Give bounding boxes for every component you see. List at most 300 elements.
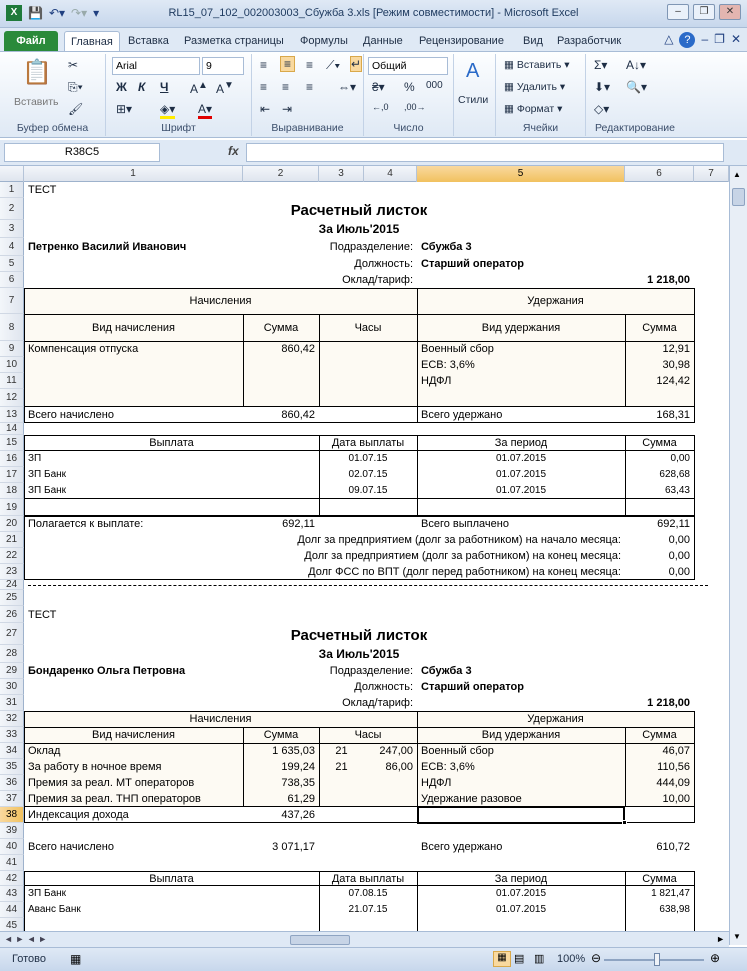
row-header-27[interactable]: 27 xyxy=(0,623,24,645)
slip2-deduction-name: Военный сбор xyxy=(421,745,494,757)
format-cells-icon: ▦ xyxy=(504,103,514,115)
slip2-payment-name: Аванс Банк xyxy=(28,904,81,915)
row-header-36[interactable]: 36 xyxy=(0,775,24,791)
font-group-label: Шрифт xyxy=(161,122,196,134)
row-header-35[interactable]: 35 xyxy=(0,759,24,775)
slip2-pay-header: Выплата xyxy=(149,872,194,885)
slip1-debt-start: 0,00 xyxy=(668,534,690,546)
slip1-pay-date-header: Дата выплаты xyxy=(331,437,405,449)
styles-button[interactable]: Стили xyxy=(458,94,489,106)
slip1-period: За Июль'2015 xyxy=(318,222,400,236)
row-header-3[interactable]: 3 xyxy=(0,220,24,238)
slip2-payment-sum: 1 821,47 xyxy=(651,888,690,899)
italic-button[interactable]: К xyxy=(138,80,146,94)
slip1-deduction-sum: 30,98 xyxy=(662,359,690,371)
tab-developer[interactable]: Разработчик xyxy=(557,35,622,47)
scroll-up-icon[interactable]: ▲ xyxy=(733,170,741,179)
row-header-22[interactable]: 22 xyxy=(0,548,24,564)
slip1-col-ded-sum: Сумма xyxy=(642,321,677,334)
styles-group xyxy=(454,54,496,136)
border-line xyxy=(319,314,320,407)
slip1-payment-date: 01.07.15 xyxy=(348,453,388,464)
row-header-31[interactable]: 31 xyxy=(0,695,24,711)
border-line xyxy=(625,727,626,807)
border-line xyxy=(625,435,626,516)
slip2-payment-date: 21.07.15 xyxy=(348,904,388,915)
border-line xyxy=(24,498,694,499)
slip1-payment-date: 02.07.15 xyxy=(348,469,388,480)
tab-view[interactable]: Вид xyxy=(523,35,543,47)
slip1-paid-label: Всего выплачено xyxy=(421,518,509,530)
page-layout-view-icon[interactable]: ▤ xyxy=(514,953,525,965)
paste-icon[interactable]: 📋 xyxy=(22,59,52,86)
align-bottom-icon[interactable]: ≡ xyxy=(306,58,314,72)
autosum-icon[interactable]: Σ▾ xyxy=(594,58,608,72)
border-line xyxy=(24,435,25,516)
column-headers xyxy=(0,166,729,182)
find-icon[interactable]: 🔍▾ xyxy=(626,80,647,94)
fill-handle[interactable] xyxy=(622,820,627,825)
slip1-dept: Сбужба 3 xyxy=(421,241,472,253)
workbook-restore-icon[interactable]: ❐ xyxy=(714,32,725,46)
macro-record-icon[interactable]: ▦ xyxy=(70,952,82,966)
normal-view-icon[interactable]: ▦ xyxy=(493,951,511,967)
border-line xyxy=(694,871,695,934)
format-cells-label: Формат xyxy=(516,103,555,115)
row-header-25[interactable]: 25 xyxy=(0,590,24,606)
slip1-due-label: Полагается к выплате: xyxy=(28,518,144,530)
delete-cells-button[interactable]: ▦ Удалить ▾ xyxy=(504,81,566,93)
slip2-accrual-sum: 738,35 xyxy=(281,777,315,789)
slip2-col-hours: Часы xyxy=(354,729,382,741)
slip2-deduction-name: ЕСВ: 3,6% xyxy=(421,761,475,773)
border-line xyxy=(24,450,694,451)
slip1-payment-name: ЗП Банк xyxy=(28,469,67,480)
slip2-col-ded-type: Вид удержания xyxy=(481,729,561,741)
borders-icon[interactable]: ⊞▾ xyxy=(116,102,133,116)
slip1-payment-period: 01.07.2015 xyxy=(495,469,547,480)
row-header-14[interactable]: 14 xyxy=(0,423,24,435)
slip2-accrual-hours: 247,00 xyxy=(379,745,413,757)
slip1-pay-period-header: За период xyxy=(494,437,548,449)
scroll-right-icon[interactable]: ► xyxy=(716,934,725,944)
slip1-pay-sum-header: Сумма xyxy=(642,437,677,449)
slip2-dept-label: Подразделение: xyxy=(329,665,413,677)
increase-decimal-icon[interactable]: ←,0 xyxy=(372,102,389,112)
tab-page-layout[interactable]: Разметка страницы xyxy=(184,35,284,47)
save-icon[interactable]: 💾 xyxy=(28,6,43,20)
vertical-scroll-thumb[interactable] xyxy=(732,188,745,206)
workbook-minimize-icon[interactable]: – xyxy=(701,32,709,46)
tab-review[interactable]: Рецензирование xyxy=(419,35,504,47)
border-line xyxy=(24,314,694,315)
copy-icon[interactable]: ⎘▾ xyxy=(68,80,83,94)
border-line xyxy=(243,314,244,407)
slip1-col-ded-type: Вид удержания xyxy=(481,321,561,334)
font-name-combo[interactable]: Arial xyxy=(112,57,200,75)
row-header-1[interactable]: 1 xyxy=(0,182,24,198)
slip2-company: ТЕСТ xyxy=(28,608,57,621)
slip2-payment-period: 01.07.2015 xyxy=(495,888,547,899)
slip1-dept-label: Подразделение: xyxy=(329,241,413,253)
slip2-total-accrued: 3 071,17 xyxy=(272,841,315,853)
slip2-accrual-days: 21 xyxy=(335,761,348,773)
slip1-payment-sum: 0,00 xyxy=(670,453,690,464)
orientation-icon[interactable]: ⟋▾ xyxy=(326,58,341,72)
slip2-accrual-name: Оклад xyxy=(28,745,61,757)
zoom-slider-knob[interactable] xyxy=(654,953,660,966)
slip2-accrual-sum: 199,24 xyxy=(281,761,315,773)
border-line xyxy=(694,435,695,516)
slip1-deduction-name: ЕСВ: 3,6% xyxy=(421,359,475,371)
slip1-pay-header: Выплата xyxy=(149,437,194,449)
zoom-level[interactable]: 100% xyxy=(557,953,586,965)
slip2-deduction-name: Удержание разовое xyxy=(421,793,522,805)
border-line xyxy=(319,727,320,807)
clear-icon[interactable]: ◇▾ xyxy=(594,102,610,116)
bold-button[interactable]: Ж xyxy=(116,80,127,94)
slip1-total-deducted-label: Всего удержано xyxy=(421,409,503,421)
slip1-accruals-header: Начисления xyxy=(189,295,252,307)
slip2-col-sum: Сумма xyxy=(263,729,299,741)
cells-group-label: Ячейки xyxy=(522,122,559,134)
slip2-col-type: Вид начисления xyxy=(92,729,175,741)
alignment-group xyxy=(252,54,364,136)
slip2-total-deducted: 610,72 xyxy=(656,841,690,853)
slip2-accrual-name: Премия за реал. ТНП операторов xyxy=(28,793,201,805)
slip1-payment-period: 01.07.2015 xyxy=(495,453,547,464)
tab-formulas[interactable]: Формулы xyxy=(300,35,348,47)
insert-function-icon[interactable]: fx xyxy=(228,144,239,158)
row-header-4[interactable]: 4 xyxy=(0,238,24,256)
vertical-scrollbar[interactable] xyxy=(729,166,747,945)
border-line xyxy=(417,871,418,934)
slip1-payment-name: ЗП Банк xyxy=(28,485,67,496)
slip1-debt-fss-label: Долг ФСС по ВПТ (долг перед работником) на конец месяца: xyxy=(308,566,621,578)
border-line xyxy=(417,435,418,516)
slip2-employee: Бондаренко Ольга Петровна xyxy=(28,665,186,677)
row-header-26[interactable]: 26 xyxy=(0,606,24,623)
fill-icon[interactable]: ⬇▾ xyxy=(594,80,611,94)
delete-cells-label: Удалить xyxy=(516,81,557,93)
decrease-decimal-icon[interactable]: ,00→ xyxy=(404,102,426,112)
worksheet-grid[interactable] xyxy=(0,166,729,945)
row-header-18[interactable]: 18 xyxy=(0,483,24,499)
minimize-icon[interactable]: – xyxy=(667,4,689,20)
slip2-deduction-sum: 110,56 xyxy=(657,761,690,773)
sheet-nav-icon[interactable]: ◄ ► ◄ ► xyxy=(4,934,48,944)
row-header-38[interactable]: 38 xyxy=(0,807,24,823)
row-header-9[interactable]: 9 xyxy=(0,341,24,357)
slip2-deduction-sum: 10,00 xyxy=(662,793,690,805)
slip2-accrual-name: Премия за реал. МТ операторов xyxy=(28,777,195,789)
styles-icon[interactable]: A xyxy=(466,60,480,82)
editing-group xyxy=(586,54,684,136)
border-line xyxy=(24,711,25,823)
cut-icon[interactable]: ✂ xyxy=(68,58,79,72)
slip1-title: Расчетный листок xyxy=(290,202,428,219)
row-header-45[interactable]: 45 xyxy=(0,918,24,934)
slip1-due: 692,11 xyxy=(282,518,315,530)
row-header-15[interactable]: 15 xyxy=(0,435,24,451)
slip2-accrual-sum: 61,29 xyxy=(287,793,315,805)
slip1-salary-label: Оклад/тариф: xyxy=(342,274,413,286)
help-icon[interactable]: ? xyxy=(679,32,695,48)
window-title: RL15_07_102_002003003_Сбужба 3.xls [Режим совместимости] - Microsoft Excel xyxy=(168,7,579,19)
slip1-debt-end-label: Долг за предприятием (долг за работником) на конец месяца: xyxy=(304,550,621,562)
percent-icon[interactable]: % xyxy=(404,80,415,94)
ribbon-tabs xyxy=(0,28,747,52)
slip1-col-type: Вид начисления xyxy=(92,321,175,334)
clipboard-group-label: Буфер обмена xyxy=(16,122,89,134)
row-header-20[interactable]: 20 xyxy=(0,516,24,532)
slip2-accruals-header: Начисления xyxy=(189,713,252,725)
status-bar xyxy=(0,947,747,971)
slip1-payment-sum: 63,43 xyxy=(664,485,690,496)
slip1-total-accrued-label: Всего начислено xyxy=(28,409,114,421)
align-top-icon[interactable]: ≡ xyxy=(260,58,268,72)
border-line xyxy=(625,314,626,407)
slip1-col-sum: Сумма xyxy=(263,321,299,334)
column-header-3[interactable]: 3 xyxy=(319,166,364,182)
row-header-28[interactable]: 28 xyxy=(0,645,24,663)
font-group xyxy=(106,54,252,136)
slip2-col-ded-sum: Сумма xyxy=(642,729,677,741)
fill-color-icon[interactable]: ◈▾ xyxy=(160,102,175,119)
redo-icon[interactable]: ↷▾ xyxy=(71,6,88,20)
font-size-combo[interactable]: 9 xyxy=(202,57,244,75)
align-middle-icon[interactable]: ≡ xyxy=(280,56,295,72)
slip2-pay-date-header: Дата выплаты xyxy=(331,872,405,885)
row-header-30[interactable]: 30 xyxy=(0,679,24,695)
undo-icon[interactable]: ↶▾ xyxy=(48,6,66,20)
row-header-33[interactable]: 33 xyxy=(0,727,24,743)
slip2-title: Расчетный листок xyxy=(290,627,428,644)
column-header-7[interactable]: 7 xyxy=(694,166,729,182)
border-line xyxy=(24,288,25,423)
slip1-position-label: Должность: xyxy=(354,258,413,270)
row-header-13[interactable]: 13 xyxy=(0,407,24,423)
page-break-separator xyxy=(28,585,708,586)
border-line xyxy=(24,871,25,934)
title-bar xyxy=(0,0,747,28)
row-header-42[interactable]: 42 xyxy=(0,871,24,886)
font-shrink-icon[interactable]: A▼ xyxy=(216,80,234,96)
cells-group xyxy=(496,54,586,136)
slip2-total-deducted-label: Всего удержано xyxy=(421,841,503,853)
tab-file[interactable]: Файл xyxy=(4,31,58,51)
horizontal-scroll-thumb[interactable] xyxy=(290,935,350,945)
slip2-pay-sum-header: Сумма xyxy=(642,872,677,885)
row-header-21[interactable]: 21 xyxy=(0,532,24,548)
slip2-deduction-sum: 46,07 xyxy=(662,745,690,757)
row-header-29[interactable]: 29 xyxy=(0,663,24,679)
restore-icon[interactable]: ❐ xyxy=(693,4,715,20)
slip1-accrual-name: Компенсация отпуска xyxy=(28,343,139,355)
row-header-19[interactable]: 19 xyxy=(0,499,24,516)
slip2-accrual-hours: 86,00 xyxy=(385,761,413,773)
slip1-total-accrued: 860,42 xyxy=(281,409,315,421)
slip2-salary: 1 218,00 xyxy=(647,697,690,709)
row-header-24[interactable]: 24 xyxy=(0,580,24,590)
row-header-12[interactable]: 12 xyxy=(0,389,24,407)
slip2-accrual-sum: 437,26 xyxy=(281,809,315,821)
border-line xyxy=(319,435,320,516)
column-header-4[interactable]: 4 xyxy=(364,166,417,182)
sort-filter-icon[interactable]: A↓▾ xyxy=(626,58,647,72)
align-center-icon[interactable]: ≡ xyxy=(282,80,290,94)
workbook-close-icon[interactable]: ✕ xyxy=(730,32,741,46)
number-format-combo[interactable]: Общий xyxy=(368,57,448,75)
zoom-out-icon[interactable]: ⊖ xyxy=(591,951,602,965)
insert-cells-button[interactable]: ▦ Вставить ▾ xyxy=(504,59,570,71)
alignment-group-label: Выравнивание xyxy=(271,122,344,134)
row-header-44[interactable]: 44 xyxy=(0,902,24,918)
row-header-11[interactable]: 11 xyxy=(0,373,24,389)
row-header-43[interactable]: 43 xyxy=(0,886,24,902)
page-break-view-icon[interactable]: ▥ xyxy=(534,953,545,965)
row-header-41[interactable]: 41 xyxy=(0,855,24,871)
slip1-accrual-sum: 860,42 xyxy=(281,343,315,355)
active-cell[interactable] xyxy=(417,806,625,824)
slip2-position-label: Должность: xyxy=(354,681,413,693)
excel-logo-icon: X xyxy=(6,5,22,21)
border-line xyxy=(24,288,694,289)
border-line xyxy=(24,711,694,712)
align-right-icon[interactable]: ≡ xyxy=(306,80,314,94)
status-ready: Готово xyxy=(12,953,46,965)
slip1-debt-end: 0,00 xyxy=(668,550,690,562)
align-left-icon[interactable]: ≡ xyxy=(260,80,268,94)
row-header-37[interactable]: 37 xyxy=(0,791,24,807)
slip2-accrual-sum: 1 635,03 xyxy=(272,745,315,757)
column-header-5[interactable]: 5 xyxy=(417,166,625,182)
row-header-16[interactable]: 16 xyxy=(0,451,24,467)
row-header-39[interactable]: 39 xyxy=(0,823,24,839)
slip2-salary-label: Оклад/тариф: xyxy=(342,697,413,709)
scroll-down-icon[interactable]: ▼ xyxy=(733,932,741,941)
column-header-1[interactable]: 1 xyxy=(24,166,243,182)
slip1-payment-date: 09.07.15 xyxy=(348,485,388,496)
tab-insert[interactable]: Вставка xyxy=(128,35,169,47)
thousands-icon[interactable]: 000 xyxy=(426,80,443,91)
underline-button[interactable]: Ч xyxy=(160,80,169,94)
row-header-17[interactable]: 17 xyxy=(0,467,24,483)
row-header-23[interactable]: 23 xyxy=(0,564,24,580)
slip1-payment-period: 01.07.2015 xyxy=(495,485,547,496)
slip2-payment-period: 01.07.2015 xyxy=(495,904,547,915)
slip1-payment-sum: 628,68 xyxy=(659,469,690,480)
merge-center-icon[interactable]: ⇔▾ xyxy=(338,80,357,94)
slip2-payment-date: 07.08.15 xyxy=(348,888,388,899)
border-line xyxy=(694,288,695,423)
number-group-label: Число xyxy=(393,122,424,134)
currency-icon[interactable]: ₴▾ xyxy=(372,80,385,94)
slip1-deduction-sum: 12,91 xyxy=(662,343,690,355)
slip1-total-deducted: 168,31 xyxy=(656,409,690,421)
tab-home[interactable]: Главная xyxy=(64,31,120,51)
slip1-col-hours: Часы xyxy=(354,321,382,334)
slip1-payment-name: ЗП xyxy=(28,453,42,464)
row-header-6[interactable]: 6 xyxy=(0,272,24,288)
horizontal-scrollbar[interactable] xyxy=(0,931,729,947)
slip1-debt-fss: 0,00 xyxy=(668,566,690,578)
row-header-10[interactable]: 10 xyxy=(0,357,24,373)
customize-qat-icon[interactable]: ▾ xyxy=(93,6,100,20)
border-line xyxy=(694,516,695,580)
slip1-deduction-name: НДФЛ xyxy=(421,375,452,387)
row-header-8[interactable]: 8 xyxy=(0,314,24,341)
column-header-2[interactable]: 2 xyxy=(243,166,319,182)
border-line xyxy=(243,727,244,807)
ribbon xyxy=(0,52,747,138)
row-header-34[interactable]: 34 xyxy=(0,743,24,759)
decrease-indent-icon[interactable]: ⇤ xyxy=(260,102,271,116)
row-header-5[interactable]: 5 xyxy=(0,256,24,272)
border-line xyxy=(625,871,626,934)
name-box[interactable]: R38C5 xyxy=(4,143,160,162)
slip2-accrual-name: За работу в ночное время xyxy=(28,761,162,773)
slip2-accrual-days: 21 xyxy=(335,745,348,757)
formula-input[interactable] xyxy=(246,143,724,162)
slip1-paid: 692,11 xyxy=(657,518,690,530)
row-header-7[interactable]: 7 xyxy=(0,288,24,314)
row-header-32[interactable]: 32 xyxy=(0,711,24,727)
slip2-pay-period-header: За период xyxy=(494,872,548,885)
border-line xyxy=(694,711,695,823)
slip2-dept: Сбужба 3 xyxy=(421,665,472,677)
delete-cells-icon: ▦ xyxy=(504,81,514,93)
slip1-employee: Петренко Василий Иванович xyxy=(28,241,187,253)
slip1-deduction-name: Военный сбор xyxy=(421,343,494,355)
tab-data[interactable]: Данные xyxy=(363,35,403,47)
slip2-deduction-name: НДФЛ xyxy=(421,777,452,789)
format-cells-button[interactable]: ▦ Формат ▾ xyxy=(504,103,563,115)
format-painter-icon[interactable]: 🖌 xyxy=(68,102,84,116)
zoom-in-icon[interactable]: ⊕ xyxy=(710,951,721,965)
insert-cells-label: Вставить xyxy=(516,59,562,71)
close-icon[interactable]: ✕ xyxy=(719,4,741,20)
slip2-accrual-name: Индексация дохода xyxy=(28,809,129,821)
border-line xyxy=(417,288,418,423)
slip2-deductions-header: Удержания xyxy=(527,713,584,725)
increase-indent-icon[interactable]: ⇥ xyxy=(282,102,293,116)
slip2-deduction-sum: 444,09 xyxy=(656,777,690,789)
select-all-corner[interactable] xyxy=(0,166,24,182)
font-color-icon[interactable]: A▾ xyxy=(198,102,212,119)
border-line xyxy=(24,422,694,423)
slip2-total-accrued-label: Всего начислено xyxy=(28,841,114,853)
formula-bar xyxy=(0,140,747,166)
column-header-6[interactable]: 6 xyxy=(625,166,694,182)
wrap-text-icon[interactable]: ↵ xyxy=(351,57,362,71)
slip2-period: За Июль'2015 xyxy=(318,647,400,661)
row-header-2[interactable]: 2 xyxy=(0,198,24,220)
slip2-payment-name: ЗП Банк xyxy=(28,888,67,899)
row-header-40[interactable]: 40 xyxy=(0,839,24,855)
clipboard-group xyxy=(0,54,106,136)
font-grow-icon[interactable]: A▲ xyxy=(190,80,208,96)
slip1-position: Старший оператор xyxy=(421,258,524,270)
slip1-company: ТЕСТ xyxy=(28,184,57,196)
slip1-debt-start-label: Долг за предприятием (долг за работником) на начало месяца: xyxy=(297,534,621,546)
slip1-deductions-header: Удержания xyxy=(527,295,584,307)
border-line xyxy=(24,727,694,728)
border-line xyxy=(24,406,694,407)
collapse-ribbon-icon[interactable]: △ xyxy=(664,32,674,46)
slip2-position: Старший оператор xyxy=(421,681,524,693)
paste-button[interactable]: Вставить xyxy=(14,96,59,108)
